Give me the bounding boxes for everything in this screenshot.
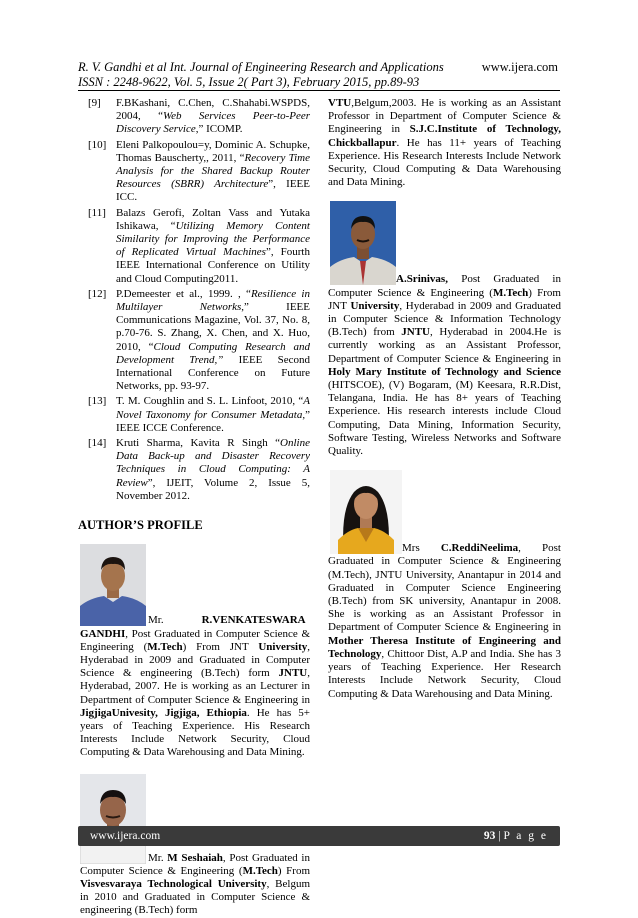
reference-item <box>78 437 310 503</box>
reference-number: [12] <box>88 287 107 300</box>
reference-text: P.Demeester et al., 1999. , “Resilience in Multilayer Networks,” IEEE Communications Magazine, Vol. 37, No. 8, p.70-76. S. Zhang, X. Chen, and X. Huo, 2010, “Cloud Computing Research and Development Trend,” IEEE Second International Conference on Future Networks, pp. 93-97. <box>116 287 310 393</box>
journal-header <box>78 60 444 90</box>
author-profile-1: Mr. R.VENKATESWARA GANDHI, Post Graduated in Computer Science & Engineering (M.Tech) From JNT University, Hyderabad in 2009 and Graduated in Computer Science & engineering (B.Tech) form JNTU, Hyderabad, 2007. He is working as an Lecturer in Department of Computer Science & Engineering in JigjigaUnivesity, Jigjiga, Ethiopia. He has 5+ years of Teaching Experience. His Research Interests Include Network Security, Cloud Computing & Data Warehousing and Data Mining. <box>80 544 310 759</box>
reference-text: Kruti Sharma, Kavita R Singh “Online Data Back-up and Disaster Recovery Techniques in Cloud Computing: A Review”, IJEIT, Volume 2, Issue 5, November 2012. <box>116 437 310 502</box>
section-title: AUTHOR’S PROFILE <box>78 518 203 533</box>
author-photo <box>80 774 310 864</box>
reference-item <box>78 288 310 394</box>
reference-item <box>78 395 310 435</box>
author-profile-4: Mrs C.ReddiNeelima, Post Graduated in Computer Science & Engineering (M.Tech), JNTU University, Anantapur in 2014 and Graduated in Computer Science Engineering (B.Tech) from SK university, Anantapur in 2008. She is working as an Assistant Professor in Department of Computer Science & Engineering in Mother Theresa Institute of Engineering and Technology, Chittoor Dist, A.P and India. She has 3 years of Teaching Experience. Her Research Interests Include Network Security, Cloud Computing & Data Warehousing and Data Mining. <box>328 470 561 700</box>
journal-line-2: ISSN : 2248-9622, Vol. 5, Issue 2( Part 3), February 2015, pp.89-93 <box>78 75 420 89</box>
journal-line-1: R. V. Gandhi et al Int. Journal of Engineering Research and Applications <box>78 60 444 74</box>
reference-number: [11] <box>88 206 106 219</box>
author-profile-2-continued: VTU,Belgum,2003. He is working as an Assistant Professor in Department of Computer Science & Engineering in S.J.C.Institute of Technology, Chickballapur. He has 11+ years of Teaching Experience. His Research Interests Include Network Security, Cloud Computing & Data Warehousing and Data Mining. <box>328 97 561 189</box>
author-profile-2: Mr. M Seshaiah, Post Graduated in Computer Science & Engineering (M.Tech) From Visvesvaraya Technological University, Belgum in 2010 and Graduated in Computer Science & engineering (B.Tech) form <box>80 774 310 918</box>
author-profile-3: A.Srinivas, Post Graduated in Computer Science & Engineering (M.Tech) From JNT University, Hyderabad in 2009 and Graduated in Computer Science & Information Technology (B.Tech) from JNTU, Hyderabad in 2004.He is currently working as an Assistant Professor, Department of Computer Science & Engineering in Holy Mary Institute of Technology and Science (HITSCOE), (V) Bogaram, (M) Keesara, R.R.Dist, Telangana, India. He has 8+ years of Teaching Experience. His research interests include Cloud Computing, Data Mining, Information Security, Software Testing, Wireless Networks and Software Quality. <box>328 201 561 458</box>
reference-text: Eleni Palkopoulou=y, Dominic A. Schupke, Thomas Bauscherty,, 2011, “Recovery Time Analysis for the Shared Backup Router Resources (SBRR) Architecture”, IEEE ICC. <box>116 138 310 204</box>
author-name: R.VENKATESWARA GANDHI <box>80 614 306 640</box>
page-footer <box>78 826 560 846</box>
header-site-link[interactable]: www.ijera.com <box>481 60 558 74</box>
author-name: C.ReddiNeelima <box>440 542 519 555</box>
footer-site-link[interactable]: www.ijera.com <box>90 830 161 842</box>
reference-text: Balazs Gerofi, Zoltan Vass and Yutaka Ishikawa, “Utilizing Memory Content Similarity for Improving the Performance of Replicated Virtual Machines”, Fourth IEEE International Conference on Utility and Cloud Computing2011. <box>116 206 310 285</box>
reference-list <box>78 97 310 503</box>
page-number: 93 | P a g e <box>483 830 548 842</box>
reference-text: T. M. Coughlin and S. L. Linfoot, 2010, “A Novel Taxonomy for Consumer Metadata,” IEEE ICCE Conference. <box>116 395 310 434</box>
reference-number: [13] <box>88 395 107 408</box>
reference-number: [10] <box>88 138 107 151</box>
header-rule <box>78 90 560 91</box>
reference-item <box>78 97 310 137</box>
reference-text: F.BKashani, C.Chen, C.Shahabi.WSPDS, 2004, “Web Services Peer-to-Peer Discovery Service,” ICOMP. <box>116 97 310 136</box>
reference-number: [9] <box>88 97 101 109</box>
author-name: M Seshaiah <box>167 851 223 864</box>
reference-item <box>78 139 310 205</box>
right-column <box>328 97 561 701</box>
reference-item <box>78 207 310 286</box>
left-column <box>78 97 310 918</box>
author-name: A.Srinivas, <box>396 273 448 286</box>
reference-number: [14] <box>88 437 107 450</box>
